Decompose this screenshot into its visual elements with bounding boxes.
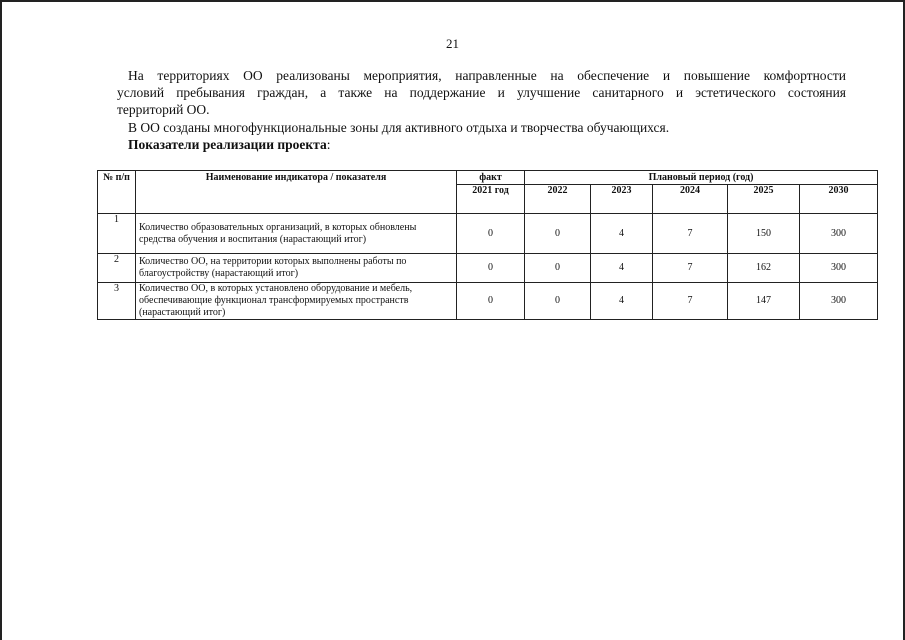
page-frame-left <box>0 0 2 640</box>
row-value: 4 <box>591 214 653 254</box>
header-year: 2022 <box>525 185 591 214</box>
header-num <box>98 171 136 214</box>
row-name: Количество ОО, в которых установлено оборудование и мебель, обеспечивающие функционал трансформируемых пространств (нарастающий итог) <box>136 283 457 320</box>
row-name: Количество образовательных организаций, в которых обновлены средства обучения и воспитания (нарастающий итог) <box>136 214 457 254</box>
row-value: 300 <box>800 283 878 320</box>
header-year: 2023 <box>591 185 653 214</box>
paragraph-line: территорий ОО. <box>117 102 210 117</box>
header-fact-year: 2021 год <box>457 185 525 214</box>
header-name: Наименование индикатора / показателя <box>136 171 457 214</box>
row-index: 1 <box>98 214 136 254</box>
page-frame-top <box>0 0 905 2</box>
indicators-table <box>97 170 878 320</box>
header-num-text: № п/п <box>103 172 130 183</box>
row-value: 7 <box>653 283 728 320</box>
row-value: 0 <box>457 254 525 283</box>
header-year: 2024 <box>653 185 728 214</box>
row-value: 150 <box>728 214 800 254</box>
section-heading-text: Показатели реализации проекта <box>128 137 327 152</box>
header-fact: факт <box>457 171 525 185</box>
row-value: 0 <box>525 283 591 320</box>
paragraph-line: На территориях ОО реализованы мероприятия, направленные на обеспечение и повышение комфортности <box>128 68 846 83</box>
table-row <box>98 254 878 283</box>
row-value: 7 <box>653 254 728 283</box>
row-value: 0 <box>457 214 525 254</box>
row-value: 147 <box>728 283 800 320</box>
section-heading-colon: : <box>326 137 331 152</box>
paragraph-line: условий пребывания граждан, а также на поддержание и улучшение санитарного и эстетического состояния <box>117 85 846 100</box>
section-heading <box>117 136 857 153</box>
page-number: 21 <box>446 36 459 51</box>
row-value: 300 <box>800 214 878 254</box>
row-value: 7 <box>653 214 728 254</box>
row-name: Количество ОО, на территории которых выполнены работы по благоустройству (нарастающий итог) <box>136 254 457 283</box>
row-index: 3 <box>98 283 136 320</box>
paragraph-zones: В ОО созданы многофункциональные зоны для активного отдыха и творчества обучающихся. <box>128 120 670 135</box>
row-value: 300 <box>800 254 878 283</box>
row-value: 4 <box>591 283 653 320</box>
header-year: 2030 <box>800 185 878 214</box>
row-value: 0 <box>525 254 591 283</box>
table-header-row <box>98 171 878 185</box>
header-plan: Плановый период (год) <box>525 171 878 185</box>
row-value: 0 <box>525 214 591 254</box>
row-value: 0 <box>457 283 525 320</box>
table-row <box>98 283 878 320</box>
header-year: 2025 <box>728 185 800 214</box>
row-index: 2 <box>98 254 136 283</box>
row-value: 4 <box>591 254 653 283</box>
paragraph-territories <box>117 67 846 118</box>
table-row <box>98 214 878 254</box>
row-value: 162 <box>728 254 800 283</box>
